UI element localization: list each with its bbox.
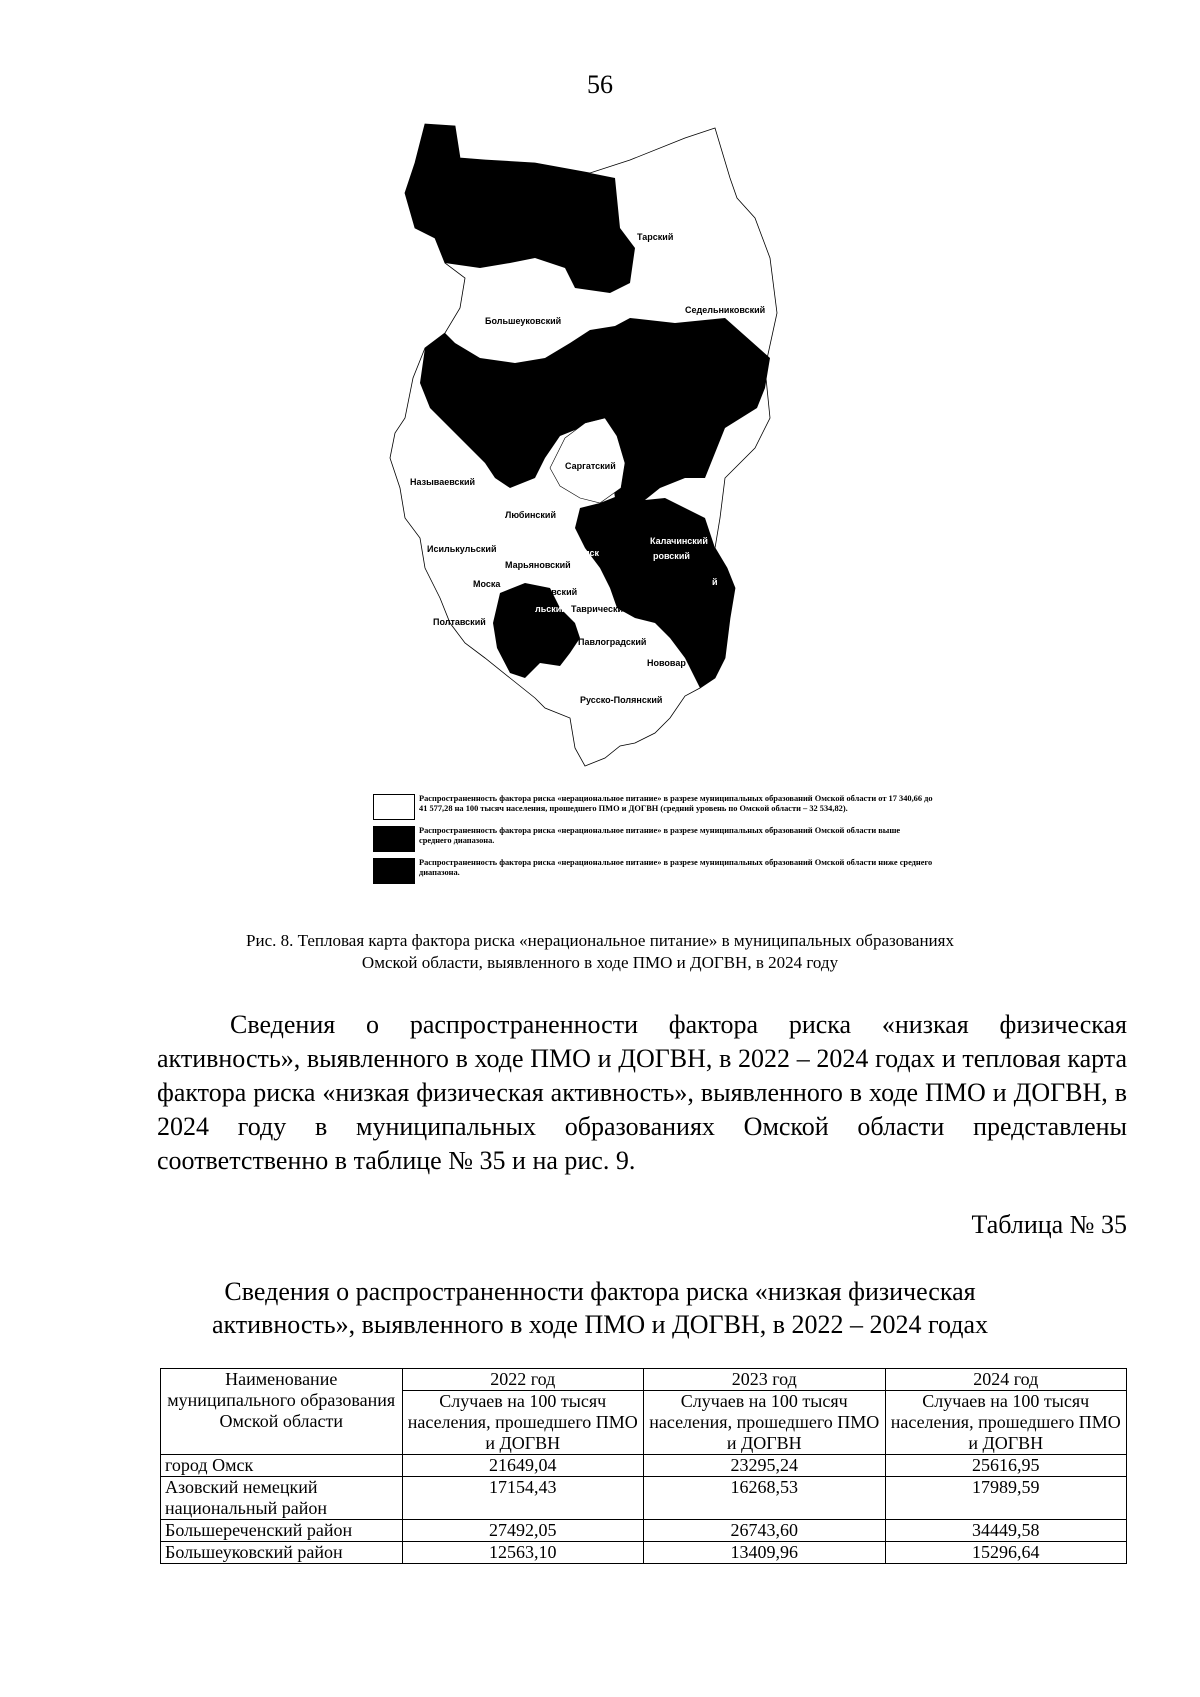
table-cell-2023: 26743,60: [644, 1520, 886, 1542]
table-cell-name: Большереченский район: [161, 1520, 403, 1542]
body-paragraph: Сведения о распространенности фактора риска «низкая физическая активность», выявленного в ходе ПМО и ДОГВН, в 2022 – 2024 годах и тепловая карта фактора риска «низкая физическая активность», выявленного в ходе ПМО и ДОГВН, в 2024 году в муниципальных образованиях Омской области представлены соответственно в таблице № 35 и на рис. 9.: [157, 1010, 1127, 1175]
legend-row-average: [373, 794, 933, 820]
map-label-azovsky: Азовский: [535, 587, 578, 597]
table-cell-2023: 16268,53: [644, 1477, 886, 1520]
table-cell-2022: 17154,43: [402, 1477, 644, 1520]
legend-text-above: Распространенность фактора риска «нерациональное питание» в разрезе муниципальных образований Омской области выше среднего диапазона.: [419, 826, 901, 845]
table-cell-name: Большеуковский район: [161, 1542, 403, 1564]
legend-swatch-black: [373, 826, 415, 852]
table-cell-2023: 23295,24: [644, 1455, 886, 1477]
map-label-bolsheukovsky: Большеуковский: [485, 316, 562, 326]
figure-caption-line1: Рис. 8. Тепловая карта фактора риска «нерациональное питание» в муниципальных образованиях: [246, 931, 954, 950]
map-label-poltavsky: Полтавский: [433, 617, 486, 627]
map-label-lyubinsky: Любинский: [505, 510, 556, 520]
map-label-nazyvaevsky: Называевский: [410, 477, 476, 487]
legend-row-below: [373, 858, 933, 884]
legend-swatch-white: [373, 794, 415, 820]
data-table: [160, 1368, 1127, 1564]
table-cell-2024: 17989,59: [885, 1477, 1127, 1520]
page-number: 56: [587, 70, 613, 99]
map-label-sedelnikovsky: Седельниковский: [685, 305, 766, 315]
map-label-omsk: Омск: [576, 548, 600, 558]
table-subheader-2022: Случаев на 100 тысяч населения, прошедшего ПМО и ДОГВН: [402, 1391, 644, 1455]
map-label-isilkulsky: Исилькульский: [427, 544, 497, 554]
map-label-ovsky: ровский: [653, 551, 690, 561]
table-title-line2: активность», выявленного в ходе ПМО и ДОГВН, в 2022 – 2024 годах: [211, 1310, 989, 1339]
table-row: [161, 1455, 1127, 1477]
map-label-pavlogradsky: Павлоградский: [578, 637, 647, 647]
table-header-name: Наименование муниципального образования Омской области: [161, 1369, 403, 1455]
table-header-row: [161, 1369, 1127, 1391]
figure-caption: [150, 930, 1050, 974]
table-header-year-2023: 2023 год: [644, 1369, 886, 1391]
table-cell-name: город Омск: [161, 1455, 403, 1477]
table-cell-2022: 12563,10: [402, 1542, 644, 1564]
legend-row-above: [373, 826, 933, 852]
table-cell-name: Азовский немецкий национальный район: [161, 1477, 403, 1520]
table-row: [161, 1542, 1127, 1564]
map-label-maryanovsky: Марьяновский: [505, 560, 571, 570]
table-cell-2022: 27492,05: [402, 1520, 644, 1542]
table-cell-2024: 25616,95: [885, 1455, 1127, 1477]
table-cell-2022: 21649,04: [402, 1455, 644, 1477]
map-label-kalachinsky-suffix: й: [712, 577, 718, 587]
legend-text-average: Распространенность фактора риска «нерациональное питание» в разрезе муниципальных образований Омской области от 17 340,66 до 41 577,28 на 100 тысяч населения, прошедшего ПМО и ДОГВН (средний уровень по Омской области – 32 534,82).: [419, 794, 933, 813]
map-label-tarsky: Тарский: [637, 232, 674, 242]
table-subheader-2023: Случаев на 100 тысяч населения, прошедшего ПМО и ДОГВН: [644, 1391, 886, 1455]
table-header-year-2024: 2024 год: [885, 1369, 1127, 1391]
table-title: [0, 1275, 1200, 1341]
table-number: Таблица № 35: [971, 1210, 1127, 1239]
map-legend: [373, 794, 933, 890]
table-cell-2023: 13409,96: [644, 1542, 886, 1564]
figure-caption-line2: Омской области, выявленного в ходе ПМО и ДОГВН, в 2024 году: [361, 953, 839, 972]
map-label-novovar: Нововар: [647, 658, 686, 668]
table-row: [161, 1477, 1127, 1520]
map-label-lsky: льский: [535, 604, 567, 614]
map-label-sargatsky: Саргатский: [565, 461, 616, 471]
map-label-kalachinsky: Калачинский: [650, 536, 708, 546]
heat-map-svg: [385, 118, 795, 808]
table-cell-2024: 34449,58: [885, 1520, 1127, 1542]
table-header-year-2022: 2022 год: [402, 1369, 644, 1391]
table-cell-2024: 15296,64: [885, 1542, 1127, 1564]
map-label-moska: Моска: [473, 579, 501, 589]
legend-swatch-black: [373, 858, 415, 884]
map-label-russko-polyansky: Русско-Полянский: [580, 695, 663, 705]
table-subheader-2024: Случаев на 100 тысяч населения, прошедшего ПМО и ДОГВН: [885, 1391, 1127, 1455]
table-row: [161, 1520, 1127, 1542]
heat-map: [385, 118, 795, 808]
table-title-line1: Сведения о распространенности фактора риска «низкая физическая: [224, 1277, 976, 1306]
legend-text-below: Распространенность фактора риска «нерациональное питание» в разрезе муниципальных образований Омской области ниже среднего диапазона.: [419, 858, 933, 877]
map-label-tavrichesky: Таврический: [571, 604, 629, 614]
